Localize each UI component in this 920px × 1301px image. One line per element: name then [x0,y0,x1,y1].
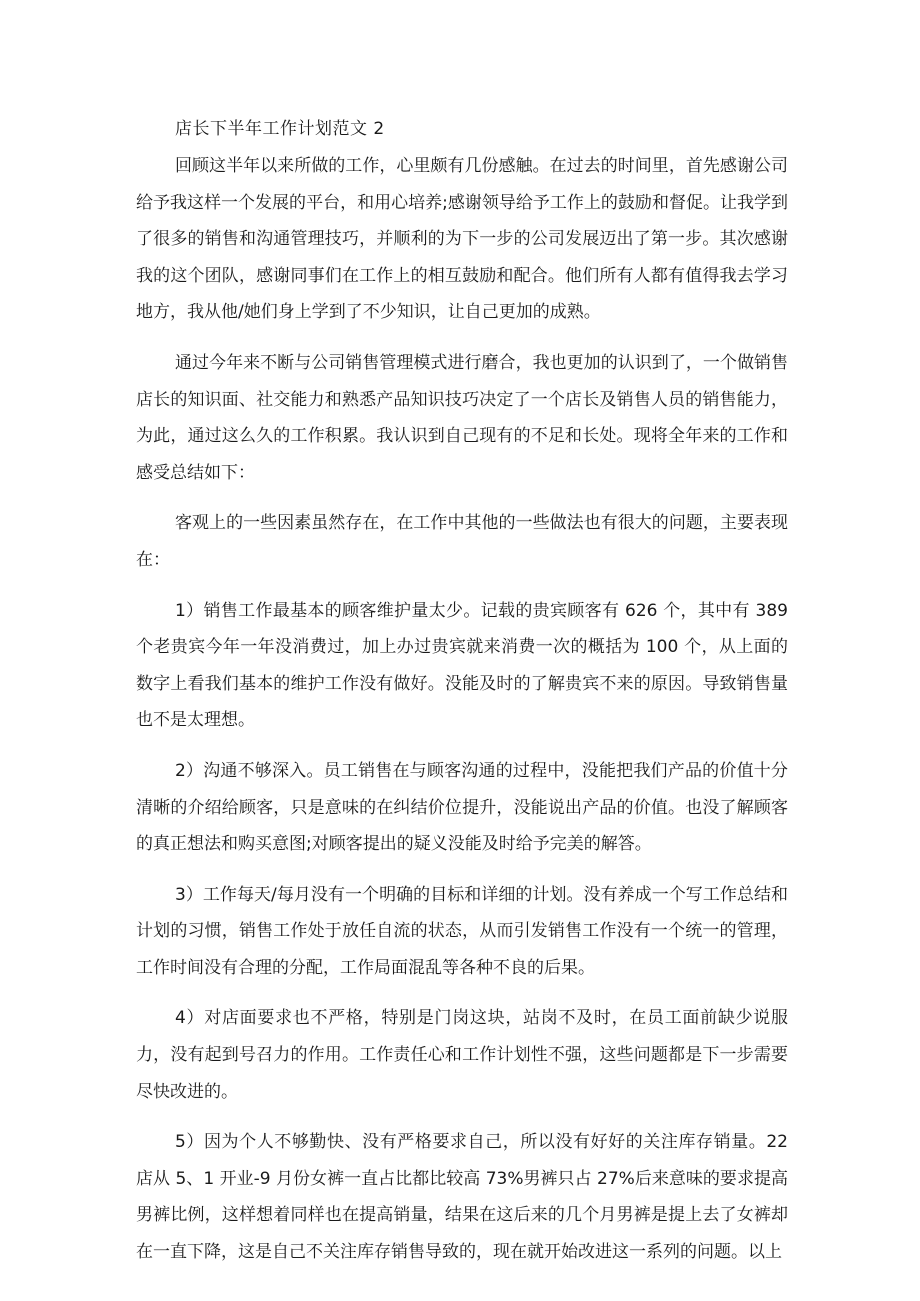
paragraph-problems-intro: 客观上的一些因素虽然存在，在工作中其他的一些做法也有很大的问题，主要表现在： [136,513,788,570]
document-title: 店长下半年工作计划范文 2 [175,119,385,139]
paragraph-item-4: 4）对店面要求也不严格，特别是门岗这块，站岗不及时，在员工面前缺少说服力，没有起到号召力的作用。工作责任心和工作计划性不强，这些问题都是下一步需要尽快改进的。 [136,1008,788,1102]
paragraph-item-2: 2）沟通不够深入。员工销售在与顾客沟通的过程中，没能把我们产品的价值十分清晰的介绍给顾客，只是意味的在纠结价位提升，没能说出产品的价值。也没了解顾客的真正想法和购买意图;对顾客提出的疑义没能及时给予完美的解答。 [136,760,788,855]
paragraph-intro: 回顾这半年以来所做的工作，心里颇有几份感触。在过去的时间里，首先感谢公司给予我这样一个发展的平台，和用心培养;感谢领导给予工作上的鼓励和督促。让我学到了很多的销售和沟通管理技巧，并顺利的为下一步的公司发展迈出了第一步。其次感谢我的这个团队，感谢同事们在工作上的相互鼓励和配合。他们所有人都有值得我去学习地方，我从他/她们身上学到了不少知识，让自己更加的成熟。 [136,156,788,323]
paragraph-item-5: 5）因为个人不够勤快、没有严格要求自己，所以没有好好的关注库存销量。22 店从 5、1 开业-9 月份女裤一直占比都比较高 73%男裤只占 27%后来意味的要求提高男裤比例，这样想着同样也在提高销量，结果在这后来的几个月男裤是提上去了女裤却在一直下降，这是自己不关注库存销售导致的，现在就开始改进这一系列的问题。以上 [136,1132,788,1263]
paragraph-reflection: 通过今年来不断与公司销售管理模式进行磨合，我也更加的认识到了，一个做销售店长的知识面、社交能力和熟悉产品知识技巧决定了一个店长及销售人员的销售能力，为此，通过这么久的工作积累。我认识到自己现有的不足和长处。现将全年来的工作和感受总结如下： [136,352,788,483]
paragraph-item-1: 1）销售工作最基本的顾客维护量太少。记载的贵宾顾客有 626 个，其中有 389 个老贵宾今年一年没消费过，加上办过贵宾就来消费一次的概括为 100 个，从上面的数字上看我们基本的维护工作没有做好。没能及时的了解贵宾不来的原因。导致销售量也不是太理想。 [136,600,788,731]
paragraph-item-3: 3）工作每天/每月没有一个明确的目标和详细的计划。没有养成一个写工作总结和计划的习惯，销售工作处于放任自流的状态，从而引发销售工作没有一个统一的管理，工作时间没有合理的分配，工作局面混乱等各种不良的后果。 [136,884,788,978]
document-body [136,148,788,1285]
